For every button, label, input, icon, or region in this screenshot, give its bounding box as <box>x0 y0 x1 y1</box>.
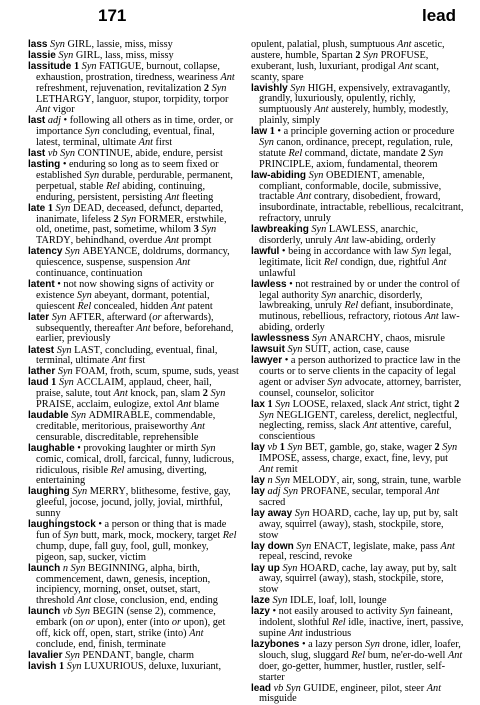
page-header <box>0 4 480 34</box>
entry-definition: Syn ABEYANCE, doldrums, dormancy, quiescence, suspense, suspension Ant continuance, continuation <box>36 246 230 280</box>
entry-definition: • a person or thing that is made fun of Syn butt, mark, mock, mockery, target Rel chump, dupe, fall guy, fool, gull, monkey, pigeon, sap, sucker, victim <box>36 519 237 563</box>
entry-definition: n Syn MELODY, air, song, strain, tune, warble <box>267 475 461 486</box>
guide-word: lead <box>421 6 456 25</box>
entry-headword: launch <box>28 562 61 574</box>
entry-headword: last <box>28 115 46 127</box>
entry-definition: Syn LAWLESS, anarchic, disorderly, unruly Ant law-abiding, orderly <box>259 224 436 246</box>
entry-definition: • enduring so long as to seem fixed or established Syn durable, perdurable, permanent, perpetual, stable Rel abiding, continuing, enduring, persistent, persisting Ant fleeting <box>36 159 234 203</box>
right-column <box>251 40 464 705</box>
dictionary-entry <box>28 520 241 563</box>
entry-headword: lay down <box>251 540 294 552</box>
entry-headword: lay <box>251 475 265 486</box>
dictionary-entry <box>251 400 464 443</box>
entry-headword: laud <box>28 377 49 389</box>
entry-definition: Syn LAST, concluding, eventual, final, terminal, ultimate Ant first <box>36 344 218 367</box>
entry-definition: 1 Syn DEAD, deceased, defunct, departed, inanimate, lifeless 2 Syn FORMER, erstwhile, old, onetime, past, sometime, whilom 3 Syn TARDY, behindhand, overdue Ant prompt <box>36 202 227 247</box>
entry-definition: adj Syn PROFANE, secular, temporal Ant sacred <box>259 486 440 508</box>
dictionary-entry <box>251 127 464 170</box>
entry-headword: lassie <box>28 50 56 62</box>
dictionary-entry <box>28 411 241 444</box>
entry-definition: 1 Syn LUXURIOUS, deluxe, luxuriant, <box>58 660 222 672</box>
entry-definition: 1 Syn ACCLAIM, applaud, cheer, hail, praise, salute, tout Ant knock, pan, slam 2 Syn PRAISE, acclaim, eulogize, extol Ant blame <box>36 377 226 411</box>
entry-definition: • not now showing signs of activity or existence Syn abeyant, dormant, potential, quiescent Rel concealed, hidden Ant patent <box>36 279 214 312</box>
dictionary-entry <box>28 116 241 149</box>
entry-headword: lax <box>251 398 265 410</box>
entry-definition: Syn FOAM, froth, scum, spume, suds, yeast <box>57 366 239 378</box>
entry-definition: vb Syn GUIDE, engineer, pilot, steer Ant misguide <box>259 682 442 705</box>
entry-definition: vb 1 Syn BET, gamble, go, stake, wager 2 Syn IMPOSE, assess, charge, exact, fine, levy, put Ant remit <box>259 442 458 475</box>
entry-headword: lawlessness <box>251 333 310 345</box>
dictionary-entry <box>28 160 241 203</box>
entry-headword: laughingstock <box>28 519 96 531</box>
dictionary-entry <box>28 247 241 280</box>
entry-headword: lay away <box>251 507 293 519</box>
dictionary-entry <box>251 509 464 542</box>
dictionary-entry <box>28 62 241 116</box>
dictionary-entry <box>251 684 464 705</box>
entry-headword: launch <box>28 606 61 618</box>
entry-headword: lawless <box>251 278 287 290</box>
entry-headword: laudable <box>28 410 69 422</box>
entry-headword: laze <box>251 595 270 607</box>
entry-definition: • a person authorized to practice law in the courts or to serve clients in the capacity of legal agent or adviser Syn advocate, attorney, barrister, counsel, counselor, solicitor <box>259 355 462 399</box>
entry-headword: lassitude <box>28 61 72 73</box>
entry-headword: law <box>251 126 268 138</box>
entry-definition: Syn HIGH, expensively, extravagantly, grandly, luxuriously, opulently, richly, sumptuously Ant austerely, humbly, modestly, plainly, simply <box>259 82 451 127</box>
entry-definition: vb Syn CONTINUE, abide, endure, persist <box>47 148 223 160</box>
dictionary-entry <box>251 607 464 640</box>
entry-headword: later <box>28 311 50 323</box>
entry-headword: lawbreaking <box>251 224 309 236</box>
entry-definition: Syn MERRY, blithesome, festive, gay, gleeful, jocose, jocund, jolly, jovial, mirthful, sunny <box>36 486 231 520</box>
entry-definition: Syn PENDANT, bangle, charm <box>65 649 195 661</box>
entry-headword: lawful <box>251 245 280 257</box>
entry-definition: Syn GIRL, lassie, miss, missy <box>50 39 173 50</box>
entry-definition: Syn IDLE, loaf, loll, lounge <box>272 595 387 607</box>
page-number: 171 <box>98 6 127 25</box>
dictionary-entry <box>251 247 464 280</box>
entry-definition: Syn ANARCHY, chaos, misrule <box>311 333 445 345</box>
entry-definition: 1 • a principle governing action or procedure Syn canon, ordinance, precept, regulation, rule, statute Rel command, dictate, mandate 2 Syn PRINCIPLE, axiom, fundamental, theorem <box>259 126 455 170</box>
dictionary-entry <box>28 662 241 673</box>
entry-definition: • not restrained by or under the control of legal authority Syn anarchic, disorderly, lawbreaking, unruly Rel defiant, insubordinate, mutinous, rebellious, refractory, riotous Ant law-abiding, orderly <box>259 278 460 334</box>
dictionary-entry <box>28 564 241 607</box>
entry-definition: Syn OBEDIENT, amenable, compliant, conformable, docile, submissive, tractable Ant contrary, disobedient, froward, insubordinate, intractable, rebellious, recalcitrant, refractory, unruly <box>259 169 464 225</box>
entry-headword: lavishly <box>251 82 288 94</box>
entry-definition: Syn HOARD, cache, lay up, put by, salt away, squirrel (away), stash, stockpile, store, stow <box>259 507 458 541</box>
dictionary-entry <box>251 225 464 247</box>
entry-definition: Syn ADMIRABLE, commendable, creditable, meritorious, praiseworthy Ant censurable, discreditable, reprehensible <box>36 410 216 443</box>
dictionary-entry <box>28 487 241 520</box>
entry-headword: latent <box>28 279 55 291</box>
entry-definition: 1 Syn FATIGUE, burnout, collapse, exhaustion, prostration, tiredness, weariness Ant refreshment, rejuvenation, revitalization 2 Syn LETHARGY, languor, stupor, torpidity, torpor Ant vigor <box>36 61 235 116</box>
entry-headword: lavalier <box>28 649 63 661</box>
entry-headword: law-abiding <box>251 169 306 181</box>
dictionary-entry <box>251 280 464 334</box>
entry-headword: lay up <box>251 562 280 574</box>
entry-definition: Syn AFTER, afterward (or afterwards), subsequently, thereafter Ant before, beforehand, earlier, previously <box>36 311 234 345</box>
entry-headword: lay <box>251 442 265 454</box>
entry-headword: late <box>28 202 46 214</box>
entry-definition: Syn GIRL, lass, miss, missy <box>58 50 174 62</box>
entry-headword: lay <box>251 486 265 498</box>
dictionary-entry <box>251 564 464 597</box>
entry-headword: latency <box>28 246 63 258</box>
entry-definition: 1 Syn LOOSE, relaxed, slack Ant strict, tight 2 Syn NEGLIGENT, careless, derelict, neglectful, neglecting, remiss, slack Ant attentive, careful, conscientious <box>259 398 460 443</box>
entry-headword: laughable <box>28 442 75 454</box>
left-column <box>28 40 241 673</box>
entry-definition: • provoking laughter or mirth Syn comic, comical, droll, farcical, funny, ludicrous, ridiculous, risible Rel amusing, diverting, entertaining <box>36 442 235 487</box>
entry-definition: Syn ENACT, legislate, make, pass Ant repeal, rescind, revoke <box>259 540 455 563</box>
dictionary-entry <box>28 444 241 487</box>
entry-definition: n Syn BEGINNING, alpha, birth, commencement, dawn, genesis, inception, incipiency, morning, onset, outset, start, threshold Ant close, conclusion, end, ending <box>36 562 218 607</box>
dictionary-entry <box>251 40 464 83</box>
dictionary-entry <box>28 607 241 650</box>
entry-headword: lavish <box>28 660 57 672</box>
dictionary-entry <box>28 378 241 411</box>
dictionary-entry <box>28 346 241 368</box>
entry-headword: lazybones <box>251 638 300 650</box>
entry-headword: lazy <box>251 606 270 618</box>
dictionary-entry <box>251 640 464 683</box>
entry-definition: opulent, palatial, plush, sumptuous Ant ascetic, austere, humble, Spartan 2 Syn PROFUSE, exuberant, lush, luxuriant, prodigal Ant scant, scanty, spare <box>251 39 445 83</box>
entry-definition: adj • following all others as in time, order, or importance Syn concluding, eventual, final, latest, terminal, ultimate Ant first <box>36 115 234 149</box>
dictionary-entry <box>28 204 241 247</box>
entry-definition: • being in accordance with law Syn legal, legitimate, licit Rel condign, due, rightful Ant unlawful <box>259 245 452 279</box>
entry-headword: last <box>28 148 46 160</box>
dictionary-entry <box>251 356 464 399</box>
entry-definition: • a lazy person Syn drone, idler, loafer, slouch, slug, sluggard Rel bum, ne'er-do-well Ant doer, go-getter, hummer, hustler, rustler, self-starter <box>259 638 463 683</box>
dictionary-entry <box>251 84 464 127</box>
entry-definition: Syn HOARD, cache, lay away, put by, salt away, squirrel (away), stash, stockpile, store, stow <box>259 562 457 596</box>
entry-headword: lass <box>28 39 48 50</box>
dictionary-entry <box>251 443 464 476</box>
entry-headword: latest <box>28 344 55 356</box>
entry-headword: lead <box>251 682 272 694</box>
dictionary-entry <box>251 542 464 564</box>
entry-headword: lasting <box>28 159 61 171</box>
entry-headword: laughing <box>28 486 70 498</box>
dictionary-entry <box>28 313 241 346</box>
dictionary-entry <box>28 280 241 313</box>
entry-definition: Syn SUIT, action, case, cause <box>287 344 410 356</box>
entry-headword: lather <box>28 366 56 378</box>
entry-definition: • not easily aroused to activity Syn faineant, indolent, slothful Rel idle, inactive, inert, passive, supine Ant industrious <box>259 606 464 639</box>
dictionary-entry <box>251 171 464 225</box>
entry-headword: lawyer <box>251 355 283 367</box>
entry-definition: vb Syn BEGIN (sense 2), commence, embark (on or upon), enter (into or upon), get off, kick off, open, start, strike (into) Ant conclude, end, finish, terminate <box>36 606 226 650</box>
dictionary-entry <box>251 487 464 509</box>
entry-headword: lawsuit <box>251 344 285 356</box>
